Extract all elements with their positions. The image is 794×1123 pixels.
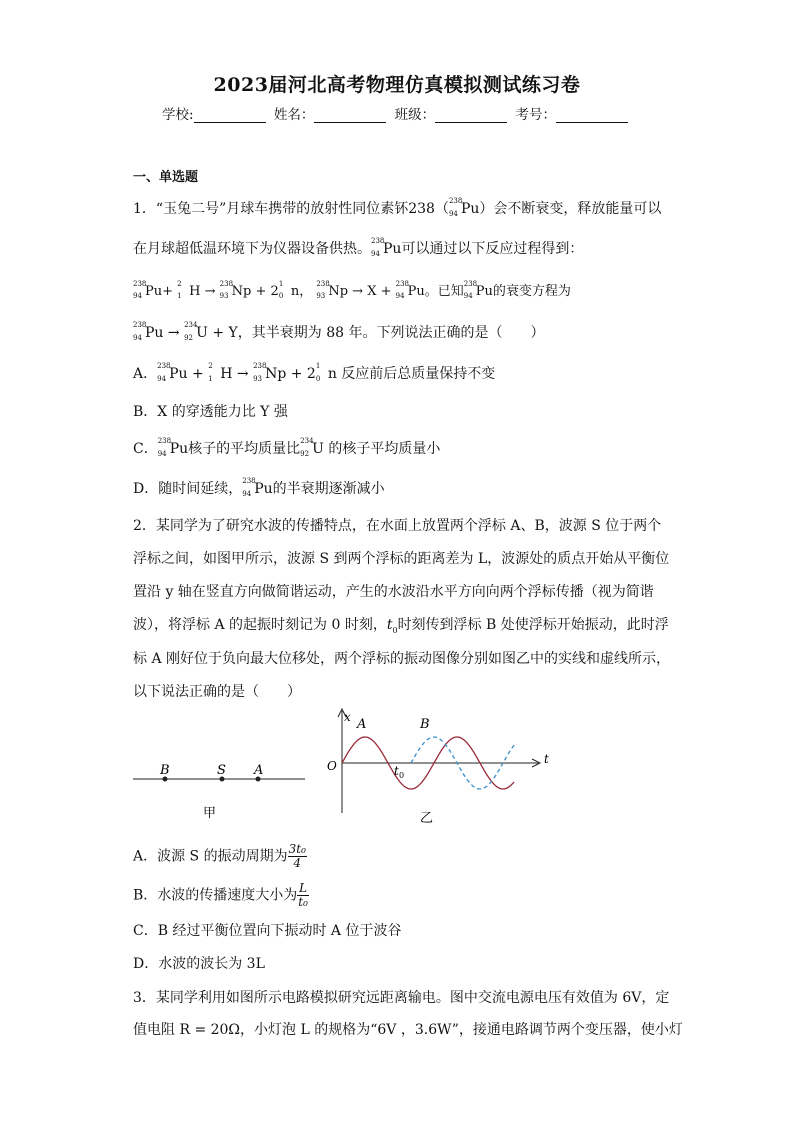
q1-line-4: 238 94 Pu → 234 92 U + Y，其半衰期为 88 年。下列说法正确的是（ ） — [133, 321, 545, 342]
section-heading: 一、单选题 — [133, 170, 199, 185]
curve-a-label: A — [357, 717, 367, 732]
q1-line-2: 在月球超低温环境下为仪器设备供热。 238 94 Pu可以通过以下反应过程得到： — [133, 237, 584, 258]
label-a: A — [254, 763, 264, 778]
caption-jia: 甲 — [203, 806, 217, 821]
q1-line-1: 1．“玉兔二号”月球车携带的放射性同位素钚238（ 238 94 Pu）会不断衰变，释放能量可以 — [133, 197, 662, 218]
q2-option-b[interactable]: B．水波的传播速度大小为 $\frac{L}{\text{t₀}}$ — [133, 881, 308, 909]
q1-option-b[interactable]: B．X 的穿透能力比 Y 强 — [133, 404, 288, 420]
page-title: 2023届河北高考物理仿真模拟测试练习卷 — [213, 74, 581, 96]
origin-label: O — [327, 759, 337, 773]
x-axis-label: x — [344, 710, 351, 724]
q2-line-1: 2．某同学为了研究水波的传播特点，在水面上放置两个浮标 A、B，波源 S 位于两个 — [133, 518, 662, 534]
figure-jia — [130, 755, 310, 825]
t-axis-label: t — [544, 752, 549, 766]
school-label: 学校: — [162, 107, 194, 123]
name-label: 姓名： — [273, 107, 315, 123]
q2-line-2: 浮标之间，如图甲所示，波源 S 到两个浮标的距离差为 L，波源处的质点开始从平衡位 — [133, 551, 670, 567]
label-b: B — [160, 763, 170, 778]
q2-line-4: 波），将浮标 A 的起振时刻记为 0 时刻，$t_0$时刻传到浮标 B 处使浮标开始振动，此时浮 — [133, 617, 669, 635]
name-blank[interactable] — [314, 108, 386, 123]
q2-option-c[interactable]: C．B 经过平衡位置向下振动时 A 位于波谷 — [133, 923, 402, 939]
q2-line-3: 置沿 y 轴在竖直方向做简谐运动，产生的水波沿水平方向向两个浮标传播（视为简谐 — [133, 584, 654, 600]
t0-label: t — [394, 764, 399, 778]
label-s: S — [217, 763, 226, 778]
figure-yi — [320, 703, 555, 828]
caption-yi: 乙 — [420, 811, 434, 826]
q1-option-d[interactable]: D．随时间延续， 238 94 Pu的半衰期逐渐减小 — [133, 477, 385, 498]
q1-option-a[interactable]: A． 238 94 Pu + 2 1 H → 238 93 Np + 2 1 0 n 反应前后总质量保持不变 — [133, 362, 496, 383]
exam-number-label: 考号： — [515, 107, 556, 123]
q3-line-1: 3．某同学利用如图所示电路模拟研究远距离输电。图中交流电源电压有效值为 6V，定 — [133, 990, 670, 1006]
student-info-line — [0, 103, 794, 123]
q1-line-3: 238 94 Pu+ 2 1 H → 238 93 Np + 2 1 0 n， 238 93 Np → X + 238 94 Pu。已知 238 94 Pu的衰变方程为 — [133, 280, 571, 300]
class-blank[interactable] — [435, 108, 507, 123]
fraction-period: $\frac{\text{3t₀}}{4}$ — [288, 842, 306, 870]
school-blank[interactable] — [194, 108, 266, 123]
fraction-speed: $\frac{L}{\text{t₀}}$ — [298, 881, 308, 909]
q1-option-c[interactable]: C． 238 94 Pu核子的平均质量比 234 92 U 的核子平均质量小 — [133, 437, 441, 458]
q2-line-6: 以下说法正确的是（ ） — [133, 684, 301, 700]
class-label: 班级： — [394, 107, 436, 123]
q3-line-2: 值电阻 R = 20Ω，小灯泡 L 的规格为“6V ，3.6W”，接通电路调节两个变压器，使小灯 — [133, 1022, 683, 1038]
t0-subscript: 0 — [399, 771, 405, 780]
q2-option-a[interactable]: A．波源 S 的振动周期为 $\frac{\text{3t₀}}{4}$ — [133, 842, 306, 870]
q2-line-5: 标 A 刚好位于负向最大位移处，两个浮标的振动图像分别如图乙中的实线和虚线所示， — [133, 651, 671, 667]
q2-option-d[interactable]: D．水波的波长为 3L — [133, 956, 265, 972]
curve-b-label: B — [420, 717, 430, 732]
isotope-pu238: 238 94 Pu — [448, 197, 480, 218]
exam-number-blank[interactable] — [556, 108, 628, 123]
